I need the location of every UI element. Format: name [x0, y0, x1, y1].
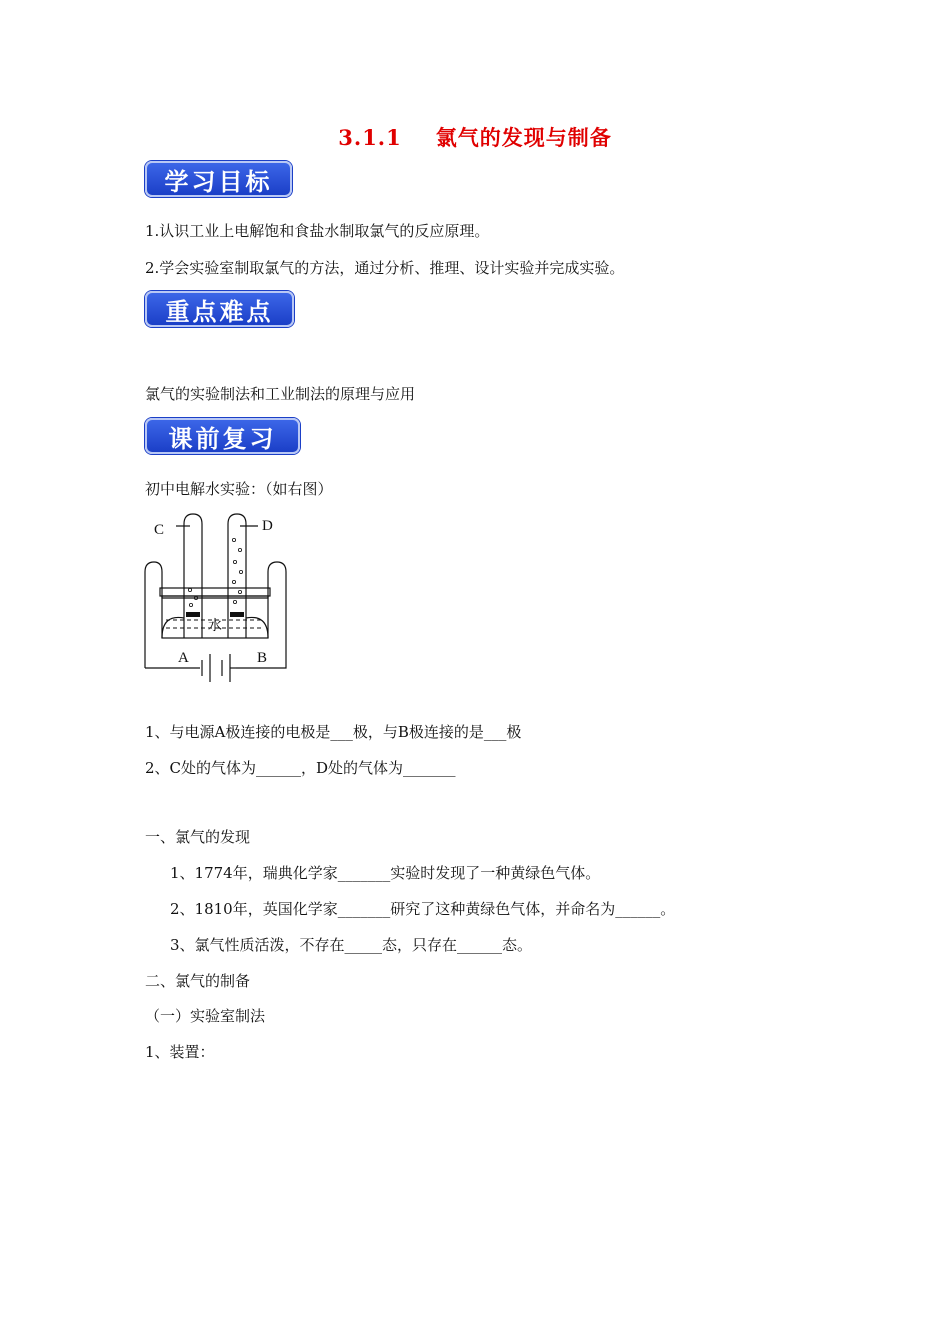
section2-item-1: 1、装置： [145, 1043, 215, 1061]
label-d: D [262, 518, 273, 534]
page-title [0, 122, 950, 152]
label-c: C [154, 522, 165, 538]
review-question-1: 1、与电源A极连接的电极是___极，与B极连接的是___极 [145, 723, 522, 741]
section2-title: 二、氯气的制备 [145, 972, 251, 990]
key-point-text: 氯气的实验制法和工业制法的原理与应用 [145, 385, 416, 403]
section1-item-2: 2、1810年，英国化学家_______研究了这种黄绿色气体，并命名为______。 [170, 900, 676, 918]
badge-key-points: 重点难点 [145, 291, 294, 327]
badge-review: 课前复习 [145, 418, 300, 454]
review-intro: 初中电解水实验：（如右图） [145, 480, 333, 498]
section1-item-3: 3、氯气性质活泼，不存在_____态，只存在______态。 [170, 936, 533, 954]
title-text: 氯气的发现与制备 [435, 125, 612, 150]
objective-1: 1.认识工业上电解饱和食盐水制取氯气的反应原理。 [145, 222, 490, 240]
label-water: 水 [208, 619, 222, 634]
review-question-2: 2、C处的气体为______，D处的气体为_______ [145, 759, 456, 777]
label-b: B [257, 650, 268, 666]
section2-subtitle: （一）实验室制法 [145, 1007, 266, 1025]
section1-title: 一、氯气的发现 [145, 828, 251, 846]
objective-2: 2.学会实验室制取氯气的方法，通过分析、推理、设计实验并完成实验。 [145, 259, 625, 277]
electrolysis-diagram [140, 510, 300, 695]
badge-objectives: 学习目标 [145, 161, 292, 197]
section1-item-1: 1、1774年，瑞典化学家_______实验时发现了一种黄绿色气体。 [170, 864, 601, 882]
label-a: A [178, 650, 189, 666]
title-number: 3.1.1 [338, 125, 402, 150]
